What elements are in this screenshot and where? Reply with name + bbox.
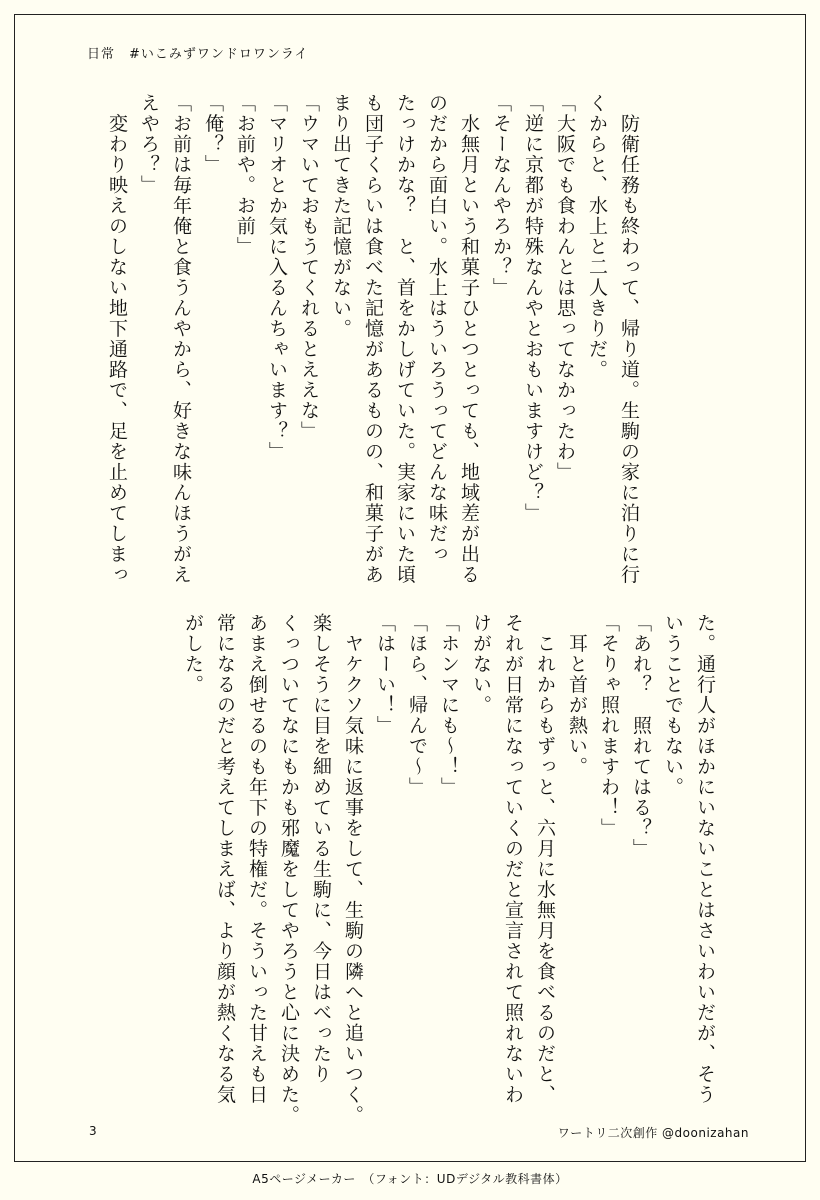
text-line: 常になるのだと考えてしまえば、より顔が熱くなる気 [214, 613, 236, 1105]
text-line: くっついてなにもかも邪魔をしてやろうと心に決めた。 [278, 613, 300, 1126]
text-line: 「大阪でも食わんとは思ってなかったわ」 [554, 93, 576, 483]
text-line: いうことでもない。 [662, 613, 684, 798]
text-line: のだから面白い。水上はういろうってどんな味だっ [426, 93, 448, 565]
text-line: 「マリオとか気に入るんちゃいます？」 [266, 93, 288, 462]
text-line: けがない。 [470, 613, 492, 716]
text-line: た。通行人がほかにいないことはさいわいだが、そう [694, 613, 716, 1105]
page-title: 日常 #いこみずワンドロワンライ [87, 47, 309, 62]
text-line: 「ウマいておもうてくれるとええな」 [298, 93, 320, 442]
text-line: 変わり映えのしない地下通路で、足を止めてしまっ [106, 93, 128, 585]
text-line: も団子くらいは食べた記憶があるものの、和菓子があ [362, 93, 384, 585]
text-line: 「お前は毎年俺と食うんやから、好きな味んほうがえ [170, 93, 192, 585]
text-line: くからと、水上と二人きりだ。 [586, 93, 608, 380]
text-line: 「そりゃ照れますわ！」 [598, 613, 620, 839]
page-frame [14, 14, 806, 1162]
text-line: ヤケクソ気味に返事をして、生駒の隣へと追いつく。 [342, 613, 364, 1126]
text-line: 楽しそうに目を細めている生駒に、今日はべったり [310, 613, 332, 1085]
text-line: 耳と首が熱い。 [566, 613, 588, 777]
text-line: 水無月という和菓子ひとつとっても、地域差が出る [458, 93, 480, 585]
text-line: 「あれ？ 照れてはる？」 [630, 613, 652, 859]
text-line: 「お前や。お前」 [234, 93, 256, 257]
text-line: 「ほら、帰んで～」 [406, 613, 428, 798]
text-block-top [101, 93, 645, 585]
text-line: それが日常になっていくのだと宣言されて照れないわ [502, 613, 524, 1105]
text-line: あまえ倒せるのも年下の特権だ。そういった甘えも日 [246, 613, 268, 1105]
text-line: がした。 [182, 613, 204, 695]
text-line: 「俺？」 [202, 93, 224, 175]
text-line: まり出てきた記憶がない。 [330, 93, 352, 339]
text-line: えやろ？」 [138, 93, 160, 196]
footer-note: A5ページメーカー （フォント：UDデジタル教科書体） [252, 1172, 568, 1186]
text-block-bottom [177, 613, 721, 1126]
text-line: これからもずっと、六月に水無月を食べるのだと、 [534, 613, 556, 1105]
text-line: 「そーなんやろか？」 [490, 93, 512, 298]
page-number: 3 [89, 1124, 97, 1138]
text-line: 防衛任務も終わって、帰り道。生駒の家に泊りに行 [618, 93, 640, 585]
author-credit: ワートリ二次創作 @doonizahan [557, 1126, 749, 1140]
text-line: 「はーい！」 [374, 613, 396, 736]
text-line: 「逆に京都が特殊なんやとおもいますけど？」 [522, 93, 544, 524]
text-line: 「ホンマにも～！」 [438, 613, 460, 798]
text-line: たっけかな？ と、首をかしげていた。実家にいた頃 [394, 93, 416, 585]
